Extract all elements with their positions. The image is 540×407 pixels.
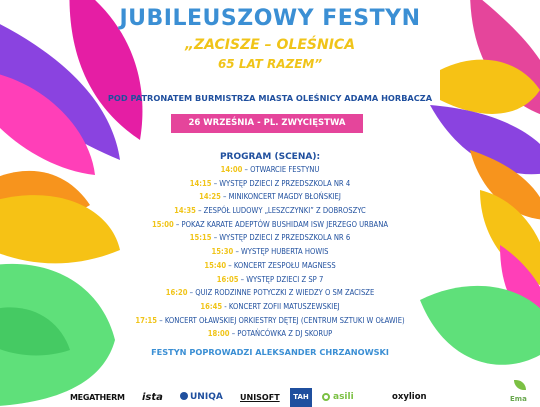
program-item	[0, 177, 540, 191]
logo-tah: TAH	[290, 388, 312, 407]
logo-oxylion: oxylion	[392, 392, 427, 402]
asili-icon	[322, 393, 330, 401]
program-item	[0, 259, 540, 273]
program-event: – WYSTĘP DZIECI Z SP 7	[238, 274, 324, 284]
program-event: – OTWARCIE FESTYNU	[242, 165, 320, 174]
program-event: – MINIKONCERT MAGDY BŁOŃSKIEJ	[220, 192, 341, 202]
date-place-banner: 26 WRZEŚNIA - PL. ZWYCIĘSTWA	[171, 114, 363, 133]
program-item	[0, 218, 540, 232]
program-time: 14:15	[189, 178, 212, 188]
logo-asili	[322, 388, 354, 407]
program-time: 16:45	[200, 301, 223, 311]
patronage-line: POD PATRONATEM BURMISTRZA MIASTA OLEŚNICY ADAMA HORBACZA	[107, 93, 433, 103]
poster-title: JUBILEUSZOWY FESTYN	[119, 6, 421, 31]
program-event: – KONCERT OŁAWSKIEJ ORKIESTRY DĘTEJ (CENTRUM SZTUKI W OŁAWIE)	[157, 315, 405, 325]
program-event: – POTAŃCÓWKA Z DJ SKORUP	[229, 329, 333, 339]
program-item	[0, 314, 540, 328]
program-event: – KONCERT ZESPOŁU MAGNESS	[226, 260, 336, 270]
poster-subtitle: „ZACISZE – OLEŚNICA	[184, 37, 356, 53]
program-list	[0, 163, 540, 341]
program-event: – WYSTĘP HUBERTA HOWIS	[233, 247, 329, 257]
program-time: 18:00	[207, 329, 230, 339]
sponsor-logos	[70, 388, 540, 407]
program-item	[0, 204, 540, 218]
program-time: 14:00	[220, 165, 243, 174]
logo-unisoft: UNISOFT	[240, 393, 280, 402]
program-time: 14:35	[174, 206, 196, 216]
program-time: 15:00	[151, 219, 174, 229]
program-time: 15:30	[211, 247, 234, 257]
ema-leaf-icon	[514, 380, 526, 390]
program-event: - KONCERT ZOFII MATUSZEWSKIEJ	[222, 301, 340, 311]
program-item	[0, 245, 540, 259]
program-item	[0, 231, 540, 245]
program-item	[0, 286, 540, 300]
program-time: 14:25	[199, 192, 221, 202]
program-heading: PROGRAM (SCENA):	[219, 152, 321, 162]
program-time: 15:15	[189, 233, 212, 243]
logo-megatherm: MEGATHERM	[70, 393, 125, 402]
program-event: – POKAZ KARATE ADEPTÓW BUSHIDAM ISW JERZEGO URBANA	[173, 219, 389, 229]
poster-subtitle-years: 65 LAT RAZEM”	[217, 57, 323, 71]
program-event: – ZESPÓŁ LUDOWY „LESZCZYNKI” Z DOBROSZYC	[195, 206, 366, 216]
program-item	[0, 163, 540, 177]
logo-uniqa	[180, 388, 223, 407]
logo-ista: ista	[142, 392, 163, 403]
uniqa-icon	[180, 392, 188, 400]
ema-text: Ema	[510, 395, 527, 403]
program-item	[0, 273, 540, 287]
logo-ema	[510, 380, 527, 403]
program-time: 15:40	[204, 260, 227, 270]
program-item	[0, 327, 540, 341]
program-time: 17:15	[135, 315, 158, 325]
asili-text: asili	[333, 392, 354, 402]
program-item	[0, 190, 540, 204]
program-item	[0, 300, 540, 314]
program-event: – QUIZ RODZINNE POTYCZKI Z WIEDZY O SM ZACISZE	[187, 288, 375, 298]
program-time: 16:20	[165, 288, 188, 298]
program-event: – WYSTĘP DZIECI Z PRZEDSZKOLA NR 6	[211, 233, 351, 243]
program-event: – WYSTĘP DZIECI Z PRZEDSZKOLA NR 4	[211, 178, 351, 188]
program-time: 16:05	[216, 274, 239, 284]
host-line: FESTYN POPROWADZI ALEKSANDER CHRZANOWSKI	[151, 347, 389, 357]
uniqa-text: UNIQA	[190, 392, 223, 402]
